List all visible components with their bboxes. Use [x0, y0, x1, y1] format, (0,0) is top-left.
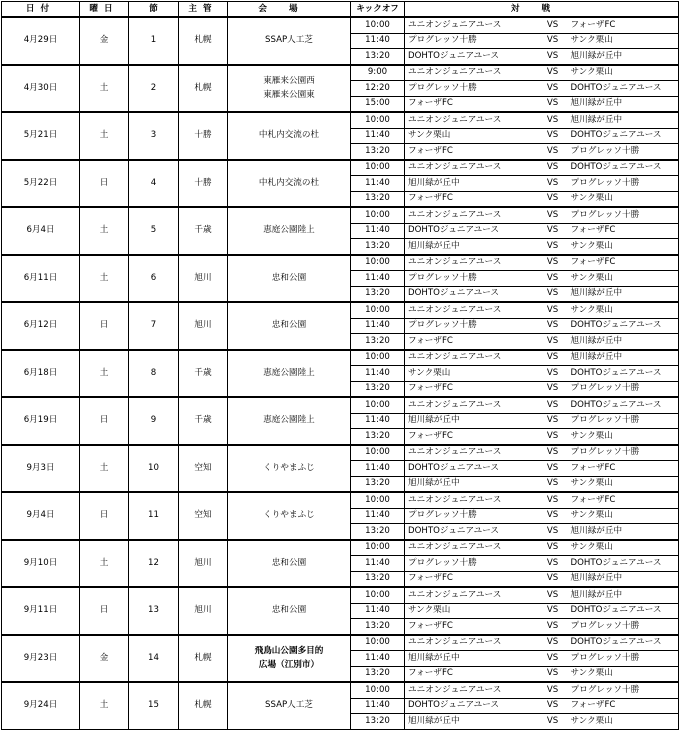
away-team: DOHTOジュニアユース — [569, 128, 679, 144]
kickoff-time: 13:20 — [351, 191, 405, 207]
vs-label: VS — [537, 682, 569, 698]
round-weekday: 土 — [80, 255, 129, 303]
match-row — [2, 492, 679, 508]
round-venue — [228, 635, 351, 683]
round-date: 6月19日 — [2, 397, 80, 445]
kickoff-time: 13:20 — [351, 476, 405, 492]
home-team: フォーザFC — [405, 381, 537, 397]
home-team: ユニオンジュニアユース — [405, 492, 537, 508]
vs-label: VS — [537, 271, 569, 287]
round-number: 13 — [129, 587, 179, 635]
home-team: DOHTOジュニアユース — [405, 223, 537, 239]
vs-label: VS — [537, 144, 569, 160]
vs-label: VS — [537, 556, 569, 572]
vs-label: VS — [537, 49, 569, 65]
kickoff-time: 11:40 — [351, 603, 405, 619]
round-weekday: 土 — [80, 682, 129, 729]
home-team: ユニオンジュニアユース — [405, 65, 537, 81]
round-weekday: 土 — [80, 65, 129, 113]
away-team: サンク栗山 — [569, 476, 679, 492]
round-number: 7 — [129, 302, 179, 350]
away-team: プログレッソ十勝 — [569, 176, 679, 192]
kickoff-time: 10:00 — [351, 302, 405, 318]
venue-line: 恵庭公園陸上 — [263, 225, 315, 236]
home-team: ユニオンジュニアユース — [405, 302, 537, 318]
round-date: 5月22日 — [2, 160, 80, 208]
vs-label: VS — [537, 96, 569, 112]
round-host: 十勝 — [179, 112, 228, 160]
kickoff-time: 10:00 — [351, 682, 405, 698]
kickoff-time: 13:20 — [351, 286, 405, 302]
venue-line: 恵庭公園陸上 — [263, 367, 315, 378]
round-number: 11 — [129, 492, 179, 540]
round-weekday: 土 — [80, 540, 129, 588]
round-weekday: 日 — [80, 587, 129, 635]
home-team: ユニオンジュニアユース — [405, 540, 537, 556]
kickoff-time: 11:40 — [351, 698, 405, 714]
home-team: プログレッソ十勝 — [405, 318, 537, 334]
venue-line: SSAP人工芝 — [265, 700, 313, 711]
round-venue — [228, 397, 351, 445]
venue-line: 中札内交流の杜 — [258, 177, 320, 188]
home-team: サンク栗山 — [405, 128, 537, 144]
away-team: 旭川緑が丘中 — [569, 112, 679, 128]
kickoff-time: 13:20 — [351, 381, 405, 397]
away-team: サンク栗山 — [569, 239, 679, 255]
round-number: 1 — [129, 17, 179, 65]
vs-label: VS — [537, 128, 569, 144]
vs-label: VS — [537, 255, 569, 271]
kickoff-time: 11:40 — [351, 366, 405, 382]
round-venue — [228, 255, 351, 303]
home-team: 旭川緑が丘中 — [405, 413, 537, 429]
round-weekday: 金 — [80, 635, 129, 683]
kickoff-time: 13:20 — [351, 714, 405, 730]
kickoff-time: 10:00 — [351, 492, 405, 508]
vs-label: VS — [537, 112, 569, 128]
round-number: 6 — [129, 255, 179, 303]
away-team: DOHTOジュニアユース — [569, 603, 679, 619]
kickoff-time: 10:00 — [351, 635, 405, 651]
home-team: サンク栗山 — [405, 603, 537, 619]
header-match: 対戦 — [405, 2, 679, 18]
round-number: 4 — [129, 160, 179, 208]
round-weekday: 日 — [80, 492, 129, 540]
home-team: ユニオンジュニアユース — [405, 160, 537, 176]
vs-label: VS — [537, 413, 569, 429]
round-venue — [228, 112, 351, 160]
kickoff-time: 13:20 — [351, 49, 405, 65]
vs-label: VS — [537, 524, 569, 540]
round-host: 十勝 — [179, 160, 228, 208]
round-host: 旭川 — [179, 587, 228, 635]
home-team: DOHTOジュニアユース — [405, 461, 537, 477]
kickoff-time: 15:00 — [351, 96, 405, 112]
kickoff-time: 10:00 — [351, 112, 405, 128]
home-team: フォーザFC — [405, 191, 537, 207]
away-team: フォーザFC — [569, 461, 679, 477]
kickoff-time: 11:40 — [351, 128, 405, 144]
round-venue — [228, 587, 351, 635]
home-team: フォーザFC — [405, 96, 537, 112]
round-venue — [228, 17, 351, 65]
home-team: フォーザFC — [405, 429, 537, 445]
home-team: DOHTOジュニアユース — [405, 524, 537, 540]
venue-line: 忠和公園 — [271, 605, 307, 616]
away-team: 旭川緑が丘中 — [569, 571, 679, 587]
away-team: サンク栗山 — [569, 429, 679, 445]
kickoff-time: 11:40 — [351, 318, 405, 334]
away-team: サンク栗山 — [569, 271, 679, 287]
venue-line: 東雁来公園東 — [263, 89, 315, 100]
venue-line: SSAP人工芝 — [265, 35, 313, 46]
away-team: サンク栗山 — [569, 666, 679, 682]
kickoff-time: 11:40 — [351, 176, 405, 192]
kickoff-time: 12:20 — [351, 81, 405, 97]
round-host: 旭川 — [179, 540, 228, 588]
kickoff-time: 11:40 — [351, 508, 405, 524]
home-team: フォーザFC — [405, 619, 537, 635]
kickoff-time: 13:20 — [351, 334, 405, 350]
home-team: プログレッソ十勝 — [405, 271, 537, 287]
round-venue — [228, 160, 351, 208]
round-weekday: 土 — [80, 207, 129, 255]
away-team: プログレッソ十勝 — [569, 381, 679, 397]
match-row — [2, 17, 679, 33]
away-team: フォーザFC — [569, 492, 679, 508]
home-team: ユニオンジュニアユース — [405, 587, 537, 603]
away-team: サンク栗山 — [569, 33, 679, 49]
vs-label: VS — [537, 508, 569, 524]
round-date: 9月10日 — [2, 540, 80, 588]
vs-label: VS — [537, 476, 569, 492]
away-team: フォーザFC — [569, 17, 679, 33]
round-host: 旭川 — [179, 302, 228, 350]
venue-line: 広場（江別市） — [258, 659, 320, 670]
match-row — [2, 587, 679, 603]
kickoff-time: 10:00 — [351, 397, 405, 413]
vs-label: VS — [537, 397, 569, 413]
round-date: 9月11日 — [2, 587, 80, 635]
header-kickoff: キックオフ — [351, 2, 405, 18]
kickoff-time: 13:20 — [351, 524, 405, 540]
round-venue — [228, 207, 351, 255]
kickoff-time: 11:40 — [351, 461, 405, 477]
vs-label: VS — [537, 286, 569, 302]
home-team: ユニオンジュニアユース — [405, 682, 537, 698]
vs-label: VS — [537, 571, 569, 587]
header-weekday: 曜日 — [80, 2, 129, 18]
round-number: 14 — [129, 635, 179, 683]
away-team: サンク栗山 — [569, 191, 679, 207]
schedule-table — [1, 1, 679, 730]
away-team: プログレッソ十勝 — [569, 445, 679, 461]
header-round: 節 — [129, 2, 179, 18]
venue-line: 忠和公園 — [271, 272, 307, 283]
away-team: DOHTOジュニアユース — [569, 635, 679, 651]
home-team: ユニオンジュニアユース — [405, 397, 537, 413]
round-venue — [228, 65, 351, 113]
round-host: 札幌 — [179, 17, 228, 65]
round-host: 空知 — [179, 492, 228, 540]
venue-line: 飛鳥山公園多目的 — [254, 646, 324, 657]
vs-label: VS — [537, 619, 569, 635]
vs-label: VS — [537, 318, 569, 334]
away-team: 旭川緑が丘中 — [569, 334, 679, 350]
vs-label: VS — [537, 334, 569, 350]
round-weekday: 日 — [80, 397, 129, 445]
vs-label: VS — [537, 587, 569, 603]
away-team: DOHTOジュニアユース — [569, 318, 679, 334]
away-team: プログレッソ十勝 — [569, 207, 679, 223]
match-row — [2, 350, 679, 366]
home-team: ユニオンジュニアユース — [405, 255, 537, 271]
home-team: ユニオンジュニアユース — [405, 112, 537, 128]
round-date: 9月4日 — [2, 492, 80, 540]
away-team: サンク栗山 — [569, 714, 679, 730]
round-date: 9月3日 — [2, 445, 80, 493]
round-host: 千歳 — [179, 207, 228, 255]
round-host: 千歳 — [179, 350, 228, 398]
vs-label: VS — [537, 461, 569, 477]
header-date: 日付 — [2, 2, 80, 18]
kickoff-time: 11:40 — [351, 271, 405, 287]
away-team: 旭川緑が丘中 — [569, 587, 679, 603]
round-host: 札幌 — [179, 682, 228, 729]
vs-label: VS — [537, 17, 569, 33]
away-team: プログレッソ十勝 — [569, 144, 679, 160]
vs-label: VS — [537, 635, 569, 651]
round-host: 札幌 — [179, 635, 228, 683]
kickoff-time: 10:00 — [351, 255, 405, 271]
round-date: 4月30日 — [2, 65, 80, 113]
round-weekday: 日 — [80, 302, 129, 350]
vs-label: VS — [537, 651, 569, 667]
away-team: 旭川緑が丘中 — [569, 96, 679, 112]
vs-label: VS — [537, 698, 569, 714]
vs-label: VS — [537, 160, 569, 176]
round-host: 札幌 — [179, 65, 228, 113]
kickoff-time: 13:20 — [351, 144, 405, 160]
venue-line: くりやまふじ — [263, 510, 315, 521]
header-host: 主管 — [179, 2, 228, 18]
kickoff-time: 13:20 — [351, 429, 405, 445]
round-date: 9月24日 — [2, 682, 80, 729]
away-team: 旭川緑が丘中 — [569, 49, 679, 65]
home-team: ユニオンジュニアユース — [405, 635, 537, 651]
home-team: DOHTOジュニアユース — [405, 49, 537, 65]
round-venue — [228, 302, 351, 350]
match-row — [2, 207, 679, 223]
kickoff-time: 10:00 — [351, 350, 405, 366]
home-team: 旭川緑が丘中 — [405, 239, 537, 255]
kickoff-time: 11:40 — [351, 413, 405, 429]
round-date: 6月4日 — [2, 207, 80, 255]
kickoff-time: 13:20 — [351, 666, 405, 682]
match-row — [2, 397, 679, 413]
vs-label: VS — [537, 65, 569, 81]
round-venue — [228, 350, 351, 398]
round-weekday: 金 — [80, 17, 129, 65]
match-row — [2, 540, 679, 556]
kickoff-time: 11:40 — [351, 651, 405, 667]
home-team: プログレッソ十勝 — [405, 556, 537, 572]
vs-label: VS — [537, 492, 569, 508]
kickoff-time: 13:20 — [351, 239, 405, 255]
venue-line: 中札内交流の杜 — [258, 130, 320, 141]
away-team: サンク栗山 — [569, 508, 679, 524]
away-team: 旭川緑が丘中 — [569, 350, 679, 366]
round-number: 10 — [129, 445, 179, 493]
away-team: フォーザFC — [569, 255, 679, 271]
kickoff-time: 10:00 — [351, 445, 405, 461]
header-row — [2, 2, 679, 18]
venue-line: 忠和公園 — [271, 557, 307, 568]
round-number: 3 — [129, 112, 179, 160]
vs-label: VS — [537, 239, 569, 255]
kickoff-time: 11:40 — [351, 556, 405, 572]
vs-label: VS — [537, 714, 569, 730]
round-venue — [228, 492, 351, 540]
away-team: サンク栗山 — [569, 302, 679, 318]
match-row — [2, 302, 679, 318]
round-date: 6月12日 — [2, 302, 80, 350]
home-team: 旭川緑が丘中 — [405, 476, 537, 492]
schedule-body — [2, 17, 679, 729]
round-weekday: 日 — [80, 160, 129, 208]
home-team: プログレッソ十勝 — [405, 33, 537, 49]
header-venue: 会場 — [228, 2, 351, 18]
round-weekday: 土 — [80, 112, 129, 160]
match-row — [2, 65, 679, 81]
vs-label: VS — [537, 366, 569, 382]
vs-label: VS — [537, 603, 569, 619]
away-team: 旭川緑が丘中 — [569, 286, 679, 302]
round-number: 2 — [129, 65, 179, 113]
round-venue — [228, 445, 351, 493]
kickoff-time: 11:40 — [351, 223, 405, 239]
home-team: DOHTOジュニアユース — [405, 286, 537, 302]
kickoff-time: 13:20 — [351, 571, 405, 587]
round-number: 15 — [129, 682, 179, 729]
venue-line: 東雁来公園西 — [263, 76, 315, 87]
round-date: 6月11日 — [2, 255, 80, 303]
round-host: 千歳 — [179, 397, 228, 445]
vs-label: VS — [537, 540, 569, 556]
away-team: DOHTOジュニアユース — [569, 556, 679, 572]
round-host: 旭川 — [179, 255, 228, 303]
home-team: ユニオンジュニアユース — [405, 207, 537, 223]
away-team: サンク栗山 — [569, 65, 679, 81]
away-team: プログレッソ十勝 — [569, 651, 679, 667]
match-row — [2, 682, 679, 698]
vs-label: VS — [537, 666, 569, 682]
home-team: フォーザFC — [405, 144, 537, 160]
round-date: 6月18日 — [2, 350, 80, 398]
venue-line: 忠和公園 — [271, 320, 307, 331]
away-team: プログレッソ十勝 — [569, 413, 679, 429]
vs-label: VS — [537, 207, 569, 223]
home-team: フォーザFC — [405, 571, 537, 587]
match-row — [2, 112, 679, 128]
kickoff-time: 10:00 — [351, 207, 405, 223]
away-team: 旭川緑が丘中 — [569, 524, 679, 540]
kickoff-time: 10:00 — [351, 587, 405, 603]
kickoff-time: 13:20 — [351, 619, 405, 635]
away-team: DOHTOジュニアユース — [569, 397, 679, 413]
home-team: ユニオンジュニアユース — [405, 350, 537, 366]
kickoff-time: 9:00 — [351, 65, 405, 81]
home-team: ユニオンジュニアユース — [405, 17, 537, 33]
round-number: 8 — [129, 350, 179, 398]
round-number: 9 — [129, 397, 179, 445]
home-team: サンク栗山 — [405, 366, 537, 382]
home-team: プログレッソ十勝 — [405, 81, 537, 97]
kickoff-time: 10:00 — [351, 160, 405, 176]
away-team: DOHTOジュニアユース — [569, 366, 679, 382]
home-team: 旭川緑が丘中 — [405, 714, 537, 730]
vs-label: VS — [537, 429, 569, 445]
vs-label: VS — [537, 191, 569, 207]
match-row — [2, 255, 679, 271]
away-team: DOHTOジュニアユース — [569, 160, 679, 176]
round-date: 4月29日 — [2, 17, 80, 65]
kickoff-time: 11:40 — [351, 33, 405, 49]
venue-line: くりやまふじ — [263, 462, 315, 473]
home-team: 旭川緑が丘中 — [405, 176, 537, 192]
home-team: DOHTOジュニアユース — [405, 698, 537, 714]
vs-label: VS — [537, 381, 569, 397]
away-team: フォーザFC — [569, 698, 679, 714]
home-team: フォーザFC — [405, 334, 537, 350]
away-team: フォーザFC — [569, 223, 679, 239]
vs-label: VS — [537, 81, 569, 97]
home-team: ユニオンジュニアユース — [405, 445, 537, 461]
match-row — [2, 160, 679, 176]
round-host: 空知 — [179, 445, 228, 493]
round-venue — [228, 540, 351, 588]
round-date: 5月21日 — [2, 112, 80, 160]
venue-line: 恵庭公園陸上 — [263, 415, 315, 426]
away-team: DOHTOジュニアユース — [569, 81, 679, 97]
vs-label: VS — [537, 223, 569, 239]
round-number: 5 — [129, 207, 179, 255]
round-date: 9月23日 — [2, 635, 80, 683]
home-team: フォーザFC — [405, 666, 537, 682]
vs-label: VS — [537, 350, 569, 366]
kickoff-time: 10:00 — [351, 540, 405, 556]
match-row — [2, 445, 679, 461]
round-weekday: 土 — [80, 445, 129, 493]
away-team: プログレッソ十勝 — [569, 682, 679, 698]
home-team: プログレッソ十勝 — [405, 508, 537, 524]
match-row — [2, 635, 679, 651]
vs-label: VS — [537, 33, 569, 49]
vs-label: VS — [537, 176, 569, 192]
round-weekday: 土 — [80, 350, 129, 398]
vs-label: VS — [537, 302, 569, 318]
kickoff-time: 10:00 — [351, 17, 405, 33]
home-team: 旭川緑が丘中 — [405, 651, 537, 667]
vs-label: VS — [537, 445, 569, 461]
round-number: 12 — [129, 540, 179, 588]
away-team: プログレッソ十勝 — [569, 619, 679, 635]
away-team: サンク栗山 — [569, 540, 679, 556]
